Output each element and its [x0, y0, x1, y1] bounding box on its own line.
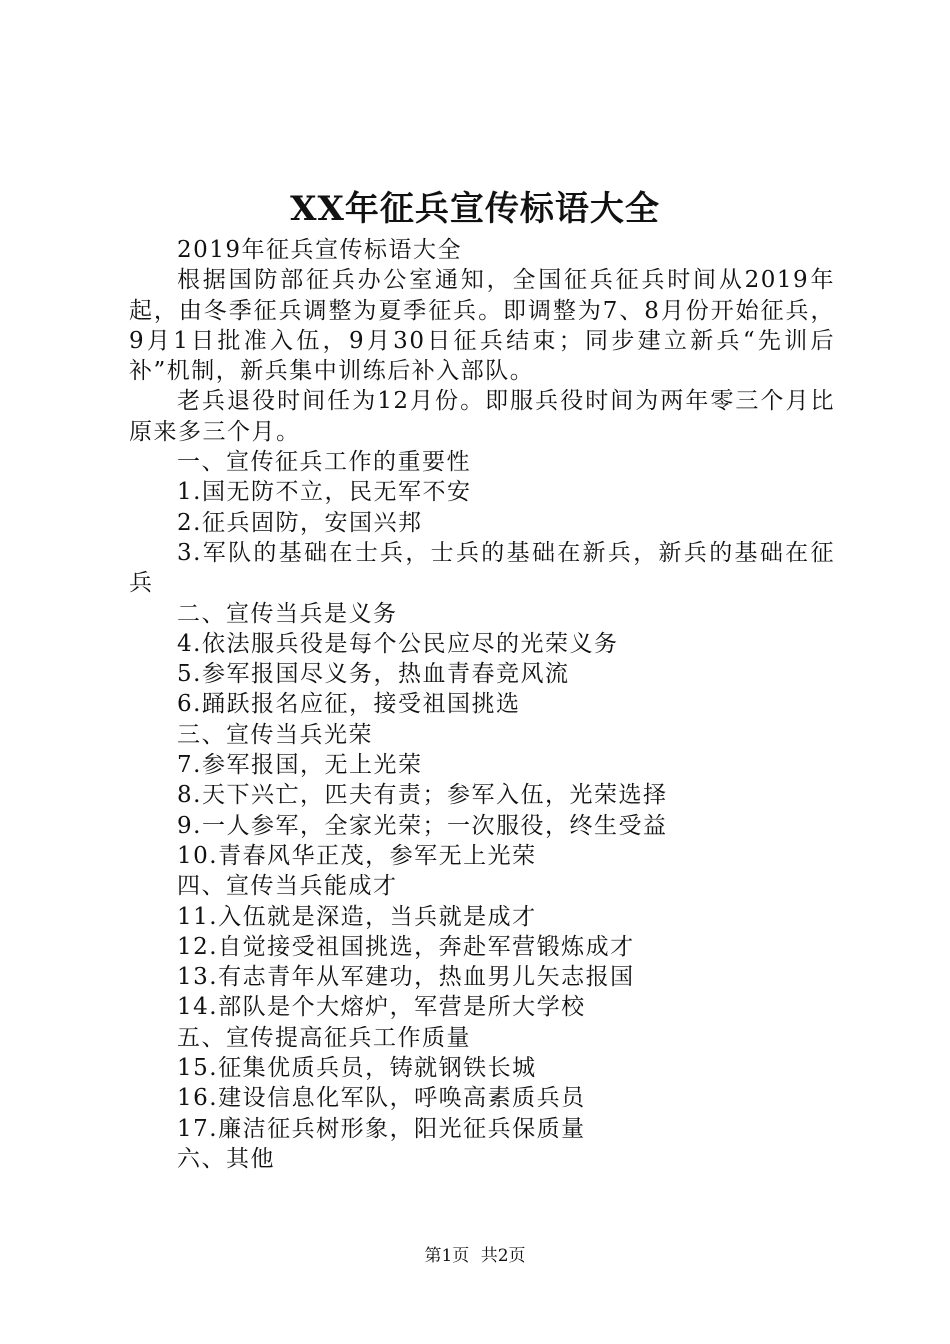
section-heading: 五、宣传提高征兵工作质量 [177, 1024, 471, 1051]
section-heading: 四、宣传当兵能成才 [177, 873, 398, 900]
slogan-item: 10.青春风华正茂，参军无上光荣 [177, 842, 537, 869]
slogan-item: 16.建设信息化军队，呼唤高素质兵员 [177, 1085, 586, 1112]
slogan-item: 9.一人参军，全家光荣；一次服役，终生受益 [177, 812, 668, 839]
page-number-current: 第1页 [424, 1246, 470, 1266]
slogan-item: 2.征兵固防，安国兴邦 [177, 509, 423, 536]
slogan-item: 17.廉洁征兵树形象，阳光征兵保质量 [177, 1115, 586, 1142]
slogan-item: 12.自觉接受祖国挑选，奔赴军营锻炼成才 [177, 933, 635, 960]
slogan-item: 11.入伍就是深造，当兵就是成才 [177, 903, 537, 930]
slogan-item: 13.有志青年从军建功，热血男儿矢志报国 [177, 964, 635, 991]
slogan-item: 3.军队的基础在士兵，士兵的基础在新兵，新兵的基础在征兵 [129, 539, 835, 597]
slogan-item: 5.参军报国尽义务，热血青春竞风流 [177, 661, 570, 688]
slogan-item: 15.征集优质兵员，铸就钢铁长城 [177, 1055, 537, 1082]
slogan-item: 14.部队是个大熔炉，军营是所大学校 [177, 994, 586, 1021]
section-heading: 六、其他 [177, 1145, 275, 1172]
slogan-item: 7.参军报国，无上光荣 [177, 752, 423, 779]
section-heading: 三、宣传当兵光荣 [177, 721, 373, 748]
paragraph: 2019年征兵宣传标语大全 [177, 237, 463, 263]
paragraph: 老兵退役时间任为12月份。即服兵役时间为两年零三个月比原来多三个月。 [129, 388, 835, 445]
section-heading: 二、宣传当兵是义务 [177, 600, 398, 627]
page-number-total: 共2页 [480, 1246, 526, 1266]
page-footer [0, 1244, 950, 1268]
slogan-item: 8.天下兴亡，匹夫有责；参军入伍，光荣选择 [177, 782, 668, 809]
section-heading: 一、宣传征兵工作的重要性 [177, 449, 471, 476]
slogan-item: 6.踊跃报名应征，接受祖国挑选 [177, 691, 521, 718]
document-title: XX年征兵宣传标语大全 [290, 189, 660, 229]
paragraph: 根据国防部征兵办公室通知，全国征兵征兵时间从2019年起，由冬季征兵调整为夏季征兵。即调整为7、8月份开始征兵，9月1日批准入伍，9月30日征兵结束；同步建立新兵“先训后补”机制，新兵集中训练后补入部队。 [129, 267, 835, 385]
document-body [129, 235, 835, 1174]
slogan-item: 1.国无防不立，民无军不安 [177, 479, 472, 506]
slogan-item: 4.依法服兵役是每个公民应尽的光荣义务 [177, 630, 619, 657]
